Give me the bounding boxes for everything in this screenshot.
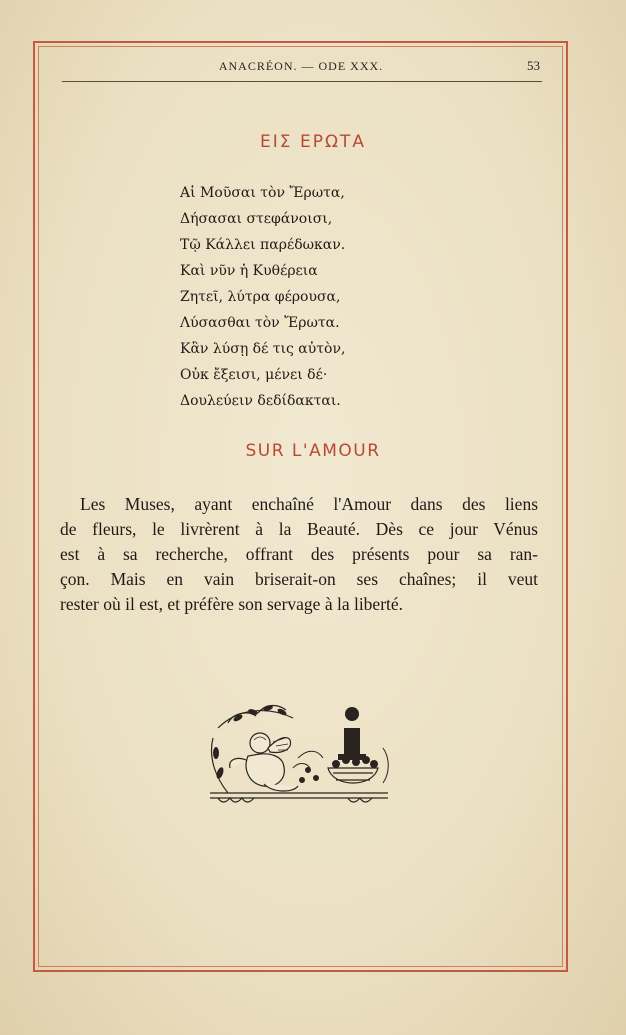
running-head — [62, 58, 540, 80]
french-translation — [60, 492, 538, 617]
poem-line: Δουλεύειν δεδίδακται. — [180, 393, 341, 409]
poem-line: Τῷ Κάλλει παρέδωκαν. — [180, 237, 346, 253]
poem-line: Καὶ νῦν ἡ Κυθέρεια — [180, 263, 318, 279]
poem-line: Δήσασαι στεφάνοισι, — [180, 211, 333, 227]
poem-line: Λύσασθαι τὸν Ἔρωτα. — [180, 315, 340, 331]
header-rule — [62, 81, 542, 82]
poem-line: Κἂν λύσῃ δέ τις αὐτὸν, — [180, 341, 346, 357]
prose-line: est à sa recherche, offrant des présents pour sa ran- — [60, 544, 538, 564]
prose-line: rester où il est, et préfère son servage à la liberté. — [60, 594, 404, 614]
running-head-title: ANACRÉON. — ODE XXX. — [218, 59, 384, 73]
page-number: 53 — [527, 58, 540, 73]
poem-line: Ζητεῖ, λύτρα φέρουσα, — [180, 289, 341, 305]
french-translation-title: SUR L'AMOUR — [245, 441, 381, 461]
prose-line: de fleurs, le livrèrent à la Beauté. Dès ce jour Vénus — [60, 519, 538, 539]
prose-line: Les Muses, ayant enchaîné l'Amour dans des liens — [80, 494, 538, 514]
cupid-vignette-illustration — [198, 698, 398, 818]
greek-ode-title: ΕΙΣ ΕΡΩΤΑ — [260, 132, 366, 152]
poem-line: Οὐκ ἔξεισι, μένει δέ· — [180, 367, 328, 383]
greek-poem — [180, 180, 440, 414]
poem-line: Αἱ Μοῦσαι τὸν Ἔρωτα, — [180, 185, 345, 201]
prose-line: çon. Mais en vain briserait-on ses chaînes; il veut — [60, 569, 538, 589]
